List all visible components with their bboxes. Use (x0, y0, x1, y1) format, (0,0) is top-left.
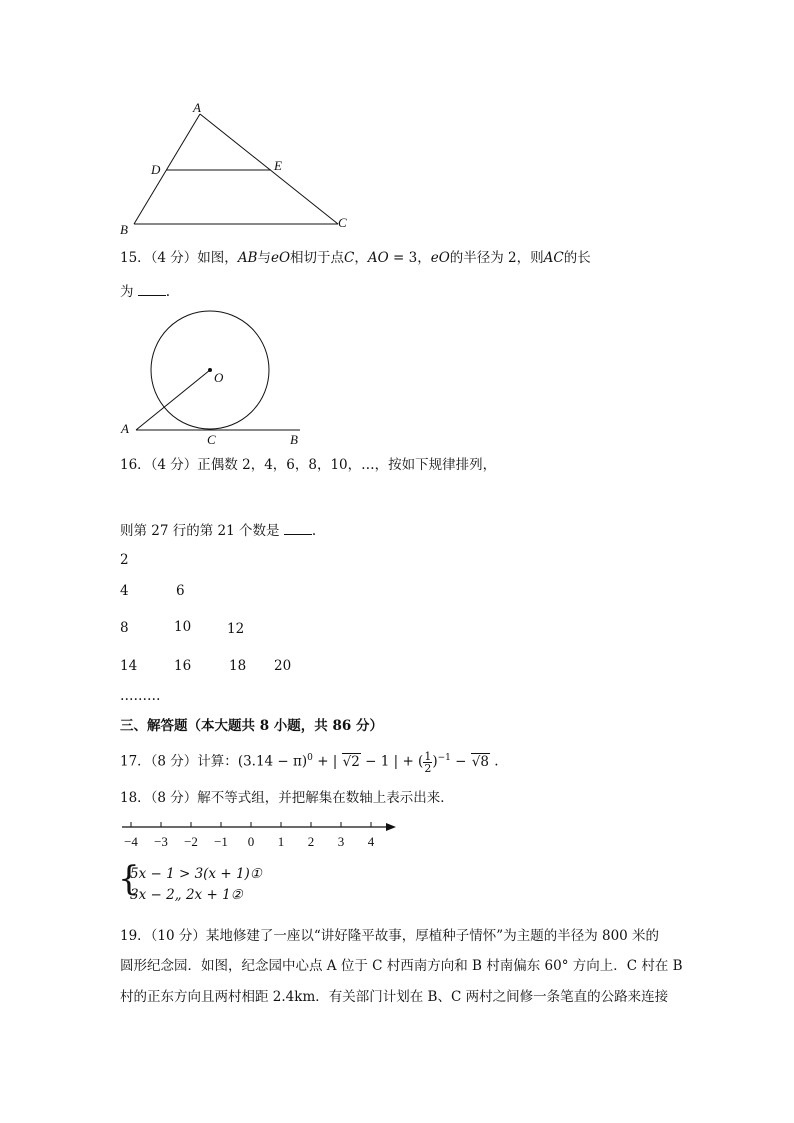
q19-line1: 19．（10 分）某地修建了一座以“讲好隆平故事，厚植种子情怀”为主题的半径为 800 米的 (120, 928, 660, 944)
label-E: E (274, 158, 282, 173)
system-brace: { (118, 859, 140, 899)
number-r3c2: 10 (174, 619, 192, 635)
q17-expr4: ) (432, 753, 438, 770)
q15-t2: 相切于点 (290, 250, 345, 266)
edge-AB (134, 114, 200, 224)
q17-sqrt8: √8 (471, 753, 489, 770)
triangle-figure (0, 0, 794, 250)
q15-line2 (120, 281, 170, 302)
tick-label: 1 (277, 834, 285, 849)
circle-tangent-figure (0, 300, 794, 450)
tick-label: −4 (124, 834, 138, 849)
q19-line3: 村的正东方向且两村相距 2.4km．有关部门计划在 B、C 两村之间修一条笔直的公路来连接 (120, 989, 669, 1005)
number-r2c1: 4 (120, 583, 129, 599)
q17-sqrt2: √2 (342, 753, 360, 770)
number-r4c1: 14 (120, 658, 138, 674)
q18-line: 18．（8 分）解不等式组，并把解集在数轴上表示出来． (120, 790, 454, 806)
tick-label: 3 (337, 834, 345, 849)
q15-line2-suffix: . (165, 284, 171, 300)
label-C: C (338, 215, 347, 230)
q16-line1: 16．（4 分）正偶数 2，4，6，8，10，…，按如下规律排列， (120, 457, 497, 473)
tick-group (124, 822, 375, 849)
q16-line2-prefix: 则第 27 行的第 21 个数是 (120, 523, 284, 539)
label-B: B (120, 222, 128, 237)
tick-label: 4 (367, 834, 375, 849)
fraction-half (423, 751, 432, 774)
number-line (0, 815, 794, 855)
q16-line2-suffix: . (311, 523, 317, 539)
tick-label: 2 (307, 834, 315, 849)
q15-t6: 的长 (563, 250, 591, 266)
number-r4c3: 18 (229, 658, 247, 674)
q15-AB: AB (237, 250, 258, 266)
ellipsis: ……… (120, 688, 161, 704)
inequality-1: 5x − 1 > 3(x + 1)① (130, 866, 262, 882)
tick-label: 0 (247, 834, 255, 849)
answer-blank (284, 520, 312, 535)
number-r4c2: 16 (174, 658, 192, 674)
label-A: A (193, 100, 201, 115)
q15-AO: AO (367, 250, 389, 266)
q15-line2-prefix: 为 (120, 284, 138, 300)
edge-AC (200, 114, 338, 224)
q17-prefix: 17．（8 分）计算： (120, 753, 238, 770)
q15-circleO2: eO (430, 250, 450, 266)
q15-t3: ， (354, 250, 368, 266)
q15-C: C (344, 250, 355, 266)
number-r3c3: 12 (227, 621, 245, 637)
answer-blank (138, 281, 166, 296)
number-r1c1: 2 (120, 552, 129, 568)
tick-label: −1 (214, 834, 228, 849)
number-line-arrow (386, 823, 396, 831)
q17-exp-neg1: −1 (437, 753, 451, 763)
q17-end: . (490, 753, 499, 770)
tick-label: −3 (154, 834, 168, 849)
label-B: B (290, 432, 298, 447)
tick-label: −2 (184, 834, 198, 849)
q17-expr1: (3.14 − π) (237, 753, 308, 770)
q16-line2 (120, 520, 316, 541)
q17-line (120, 748, 499, 774)
q19-line2: 圆形纪念园．如图，纪念园中心点 A 位于 C 村西南方向和 B 村南偏东 60° 方向上．C 村在 B (120, 958, 683, 974)
label-D: D (151, 162, 161, 177)
q15-circleO: eO (270, 250, 291, 266)
label-O: O (214, 370, 224, 385)
number-r2c2: 6 (176, 583, 185, 599)
q15-prefix: 15．（4 分）如图， (120, 250, 238, 266)
number-r3c1: 8 (120, 620, 129, 636)
q15-t5: 的半径为 2，则 (449, 250, 544, 266)
q17-expr5: − (450, 753, 471, 770)
number-r4c4: 20 (274, 658, 292, 674)
segment-AO (136, 370, 210, 430)
q15-line1 (120, 248, 591, 268)
label-A: A (121, 421, 129, 436)
q15-AC: AC (543, 250, 564, 266)
label-C: C (207, 432, 216, 447)
inequality-2: 3x − 2„ 2x + 1② (130, 887, 243, 903)
fraction-denominator: 2 (424, 761, 432, 775)
q17-expr2: + | (312, 753, 342, 770)
q17-exp0: 0 (307, 753, 313, 763)
q15-t1: 与 (257, 250, 271, 266)
fraction-numerator: 1 (424, 749, 432, 763)
section-heading: 三、解答题（本大题共 8 小题，共 86 分） (120, 718, 383, 734)
q17-expr3: − 1 | + ( (360, 753, 424, 770)
q15-t4: = 3， (388, 250, 431, 266)
